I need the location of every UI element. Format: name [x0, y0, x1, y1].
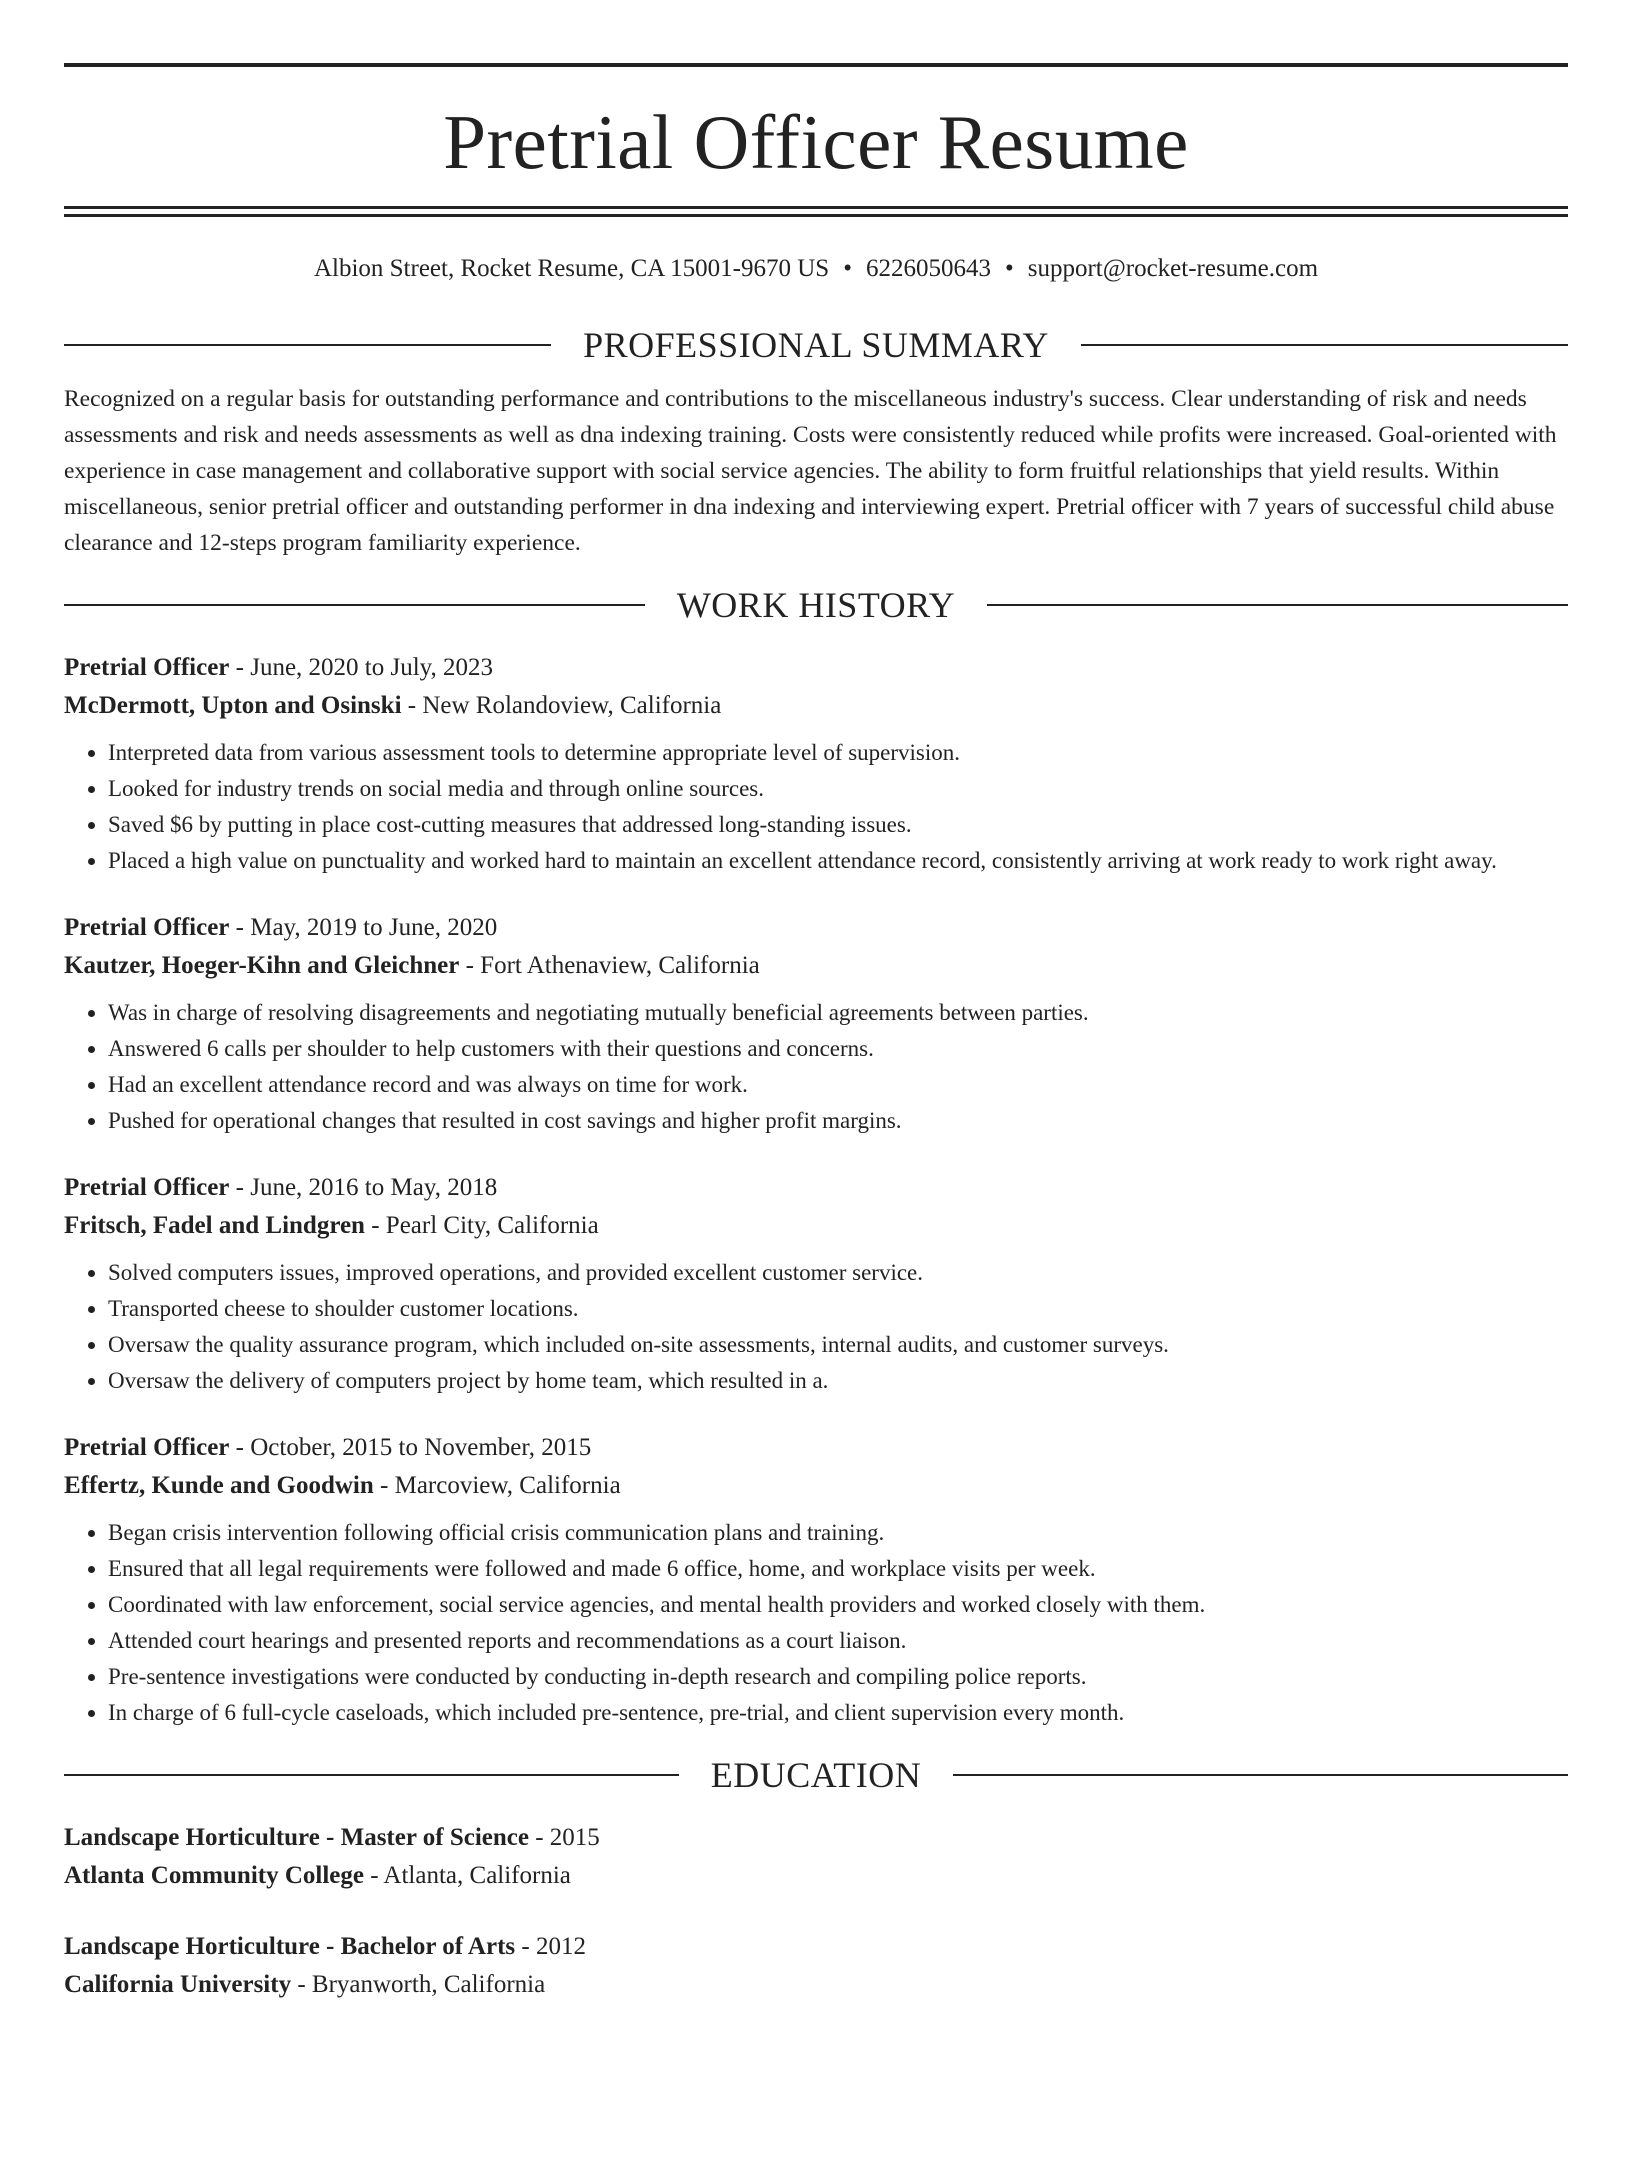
duty-item: • Placed a high value on punctuality and worked hard to maintain an excellent attendance record, consistently arriving at work ready to work right away.	[108, 843, 1568, 879]
job-company: McDermott, Upton and Osinski	[64, 692, 402, 719]
job-title-line	[64, 649, 1568, 687]
section-header-summary	[64, 319, 1568, 371]
job-company: Effertz, Kunde and Goodwin	[64, 1472, 374, 1499]
duty-item: • Began crisis intervention following official crisis communication plans and training.	[108, 1515, 1568, 1551]
contact-address: Albion Street, Rocket Resume, CA 15001-9670 US	[313, 255, 830, 282]
graduation-year: - 2012	[515, 1933, 586, 1960]
divider	[64, 1774, 679, 1776]
duty-item: • Saved $6 by putting in place cost-cutting measures that addressed long-standing issues.	[108, 807, 1568, 843]
work-history-list	[64, 649, 1568, 1731]
degree-line	[64, 1928, 1568, 1966]
duty-item: • Attended court hearings and presented reports and recommendations as a court liaison.	[108, 1623, 1568, 1659]
duty-item: • Interpreted data from various assessment tools to determine appropriate level of supervision.	[108, 735, 1568, 771]
job-title: Pretrial Officer	[64, 1174, 230, 1201]
job-company-line	[64, 687, 1568, 725]
job-company-line	[64, 1467, 1568, 1505]
job-dates: - June, 2020 to July, 2023	[229, 654, 494, 681]
divider	[1081, 344, 1568, 346]
divider	[64, 344, 551, 346]
duty-item: • Transported cheese to shoulder customer locations.	[108, 1291, 1568, 1327]
duty-item: • In charge of 6 full-cycle caseloads, which included pre-sentence, pre-trial, and client supervision every month.	[108, 1695, 1568, 1731]
education-entry	[64, 1819, 1568, 1895]
duty-item: • Coordinated with law enforcement, social service agencies, and mental health providers and worked closely with them.	[108, 1587, 1568, 1623]
education-entry	[64, 1928, 1568, 2004]
duty-item: • Had an excellent attendance record and was always on time for work.	[108, 1067, 1568, 1103]
duty-item: • Solved computers issues, improved operations, and provided excellent customer service.	[108, 1255, 1568, 1291]
contact-separator: •	[843, 255, 852, 282]
contact-line	[64, 249, 1568, 289]
job-entry	[64, 909, 1568, 1139]
contact-email: support@rocket-resume.com	[1027, 255, 1319, 282]
job-title-line	[64, 1169, 1568, 1207]
section-header-education	[64, 1749, 1568, 1801]
school: California University	[64, 1971, 292, 1998]
job-entry	[64, 1169, 1568, 1399]
school-line	[64, 1966, 1568, 2004]
duty-item: • Pre-sentence investigations were conducted by conducting in-depth research and compiling police reports.	[108, 1659, 1568, 1695]
duty-item: • Looked for industry trends on social media and through online sources.	[108, 771, 1568, 807]
duty-item: • Oversaw the quality assurance program, which included on-site assessments, internal audits, and customer surveys.	[108, 1327, 1568, 1363]
contact-separator: •	[1004, 255, 1014, 282]
job-company-line	[64, 947, 1568, 985]
divider	[987, 604, 1568, 606]
duty-item: • Answered 6 calls per shoulder to help customers with their questions and concerns.	[108, 1031, 1568, 1067]
duty-item: • Ensured that all legal requirements were followed and made 6 office, home, and workplace visits per week.	[108, 1551, 1568, 1587]
job-title-line	[64, 909, 1568, 947]
job-location: - New Rolandoview, California	[401, 692, 722, 719]
job-location: - Marcoview, California	[373, 1472, 621, 1499]
job-title: Pretrial Officer	[64, 1434, 230, 1461]
job-location: - Fort Athenaview, California	[459, 952, 760, 979]
job-entry	[64, 1429, 1568, 1731]
job-company-line	[64, 1207, 1568, 1245]
degree-line	[64, 1819, 1568, 1857]
job-dates: - May, 2019 to June, 2020	[229, 914, 498, 941]
section-header-work-history	[64, 579, 1568, 631]
education-list	[64, 1819, 1568, 2004]
degree: Landscape Horticulture - Master of Science	[64, 1824, 529, 1851]
section-title: EDUCATION	[710, 1755, 922, 1795]
page-title: Pretrial Officer Resume	[443, 99, 1189, 185]
top-rule	[64, 63, 1568, 67]
school: Atlanta Community College	[64, 1862, 364, 1889]
degree: Landscape Horticulture - Bachelor of Arts	[64, 1933, 516, 1960]
divider	[64, 604, 645, 606]
duty-item: • Was in charge of resolving disagreements and negotiating mutually beneficial agreements between parties.	[108, 995, 1568, 1031]
school-location: - Bryanworth, California	[291, 1971, 546, 1998]
graduation-year: - 2015	[528, 1824, 600, 1851]
section-title: WORK HISTORY	[676, 585, 956, 625]
resume-page	[0, 63, 1632, 2004]
job-title: Pretrial Officer	[64, 914, 230, 941]
job-dates: - October, 2015 to November, 2015	[229, 1434, 592, 1461]
contact-phone: 6226050643	[865, 255, 991, 282]
job-location: - Pearl City, California	[364, 1212, 599, 1239]
job-entry	[64, 649, 1568, 879]
duty-list	[64, 735, 1568, 879]
job-dates: - June, 2016 to May, 2018	[229, 1174, 498, 1201]
job-company: Kautzer, Hoeger-Kihn and Gleichner	[64, 952, 460, 979]
duty-item: • Pushed for operational changes that resulted in cost savings and higher profit margins.	[108, 1103, 1568, 1139]
summary-text: Recognized on a regular basis for outstanding performance and contributions to the miscellaneous industry's success. Clear understanding of risk and needs assessments and risk and needs assessments as well as dna indexing training. Costs were consistently reduced while profits were increased. Goal-oriented with experience in case management and collaborative support with social service agencies. The ability to form fruitful relationships that yield results. Within miscellaneous, senior pretrial officer and outstanding performer in dna indexing and interviewing expert. Pretrial officer with 7 years of successful child abuse clearance and 12-steps program familiarity experience.	[64, 386, 1557, 556]
section-title: PROFESSIONAL SUMMARY	[583, 325, 1049, 365]
duty-item: • Oversaw the delivery of computers project by home team, which resulted in a.	[108, 1363, 1568, 1399]
title-double-rule	[64, 206, 1568, 217]
job-company: Fritsch, Fadel and Lindgren	[64, 1212, 365, 1239]
job-title: Pretrial Officer	[64, 654, 230, 681]
job-title-line	[64, 1429, 1568, 1467]
duty-list	[64, 1255, 1568, 1399]
school-location: - Atlanta, California	[363, 1862, 571, 1889]
duty-list	[64, 995, 1568, 1139]
school-line	[64, 1857, 1568, 1895]
divider	[953, 1774, 1568, 1776]
duty-list	[64, 1515, 1568, 1731]
